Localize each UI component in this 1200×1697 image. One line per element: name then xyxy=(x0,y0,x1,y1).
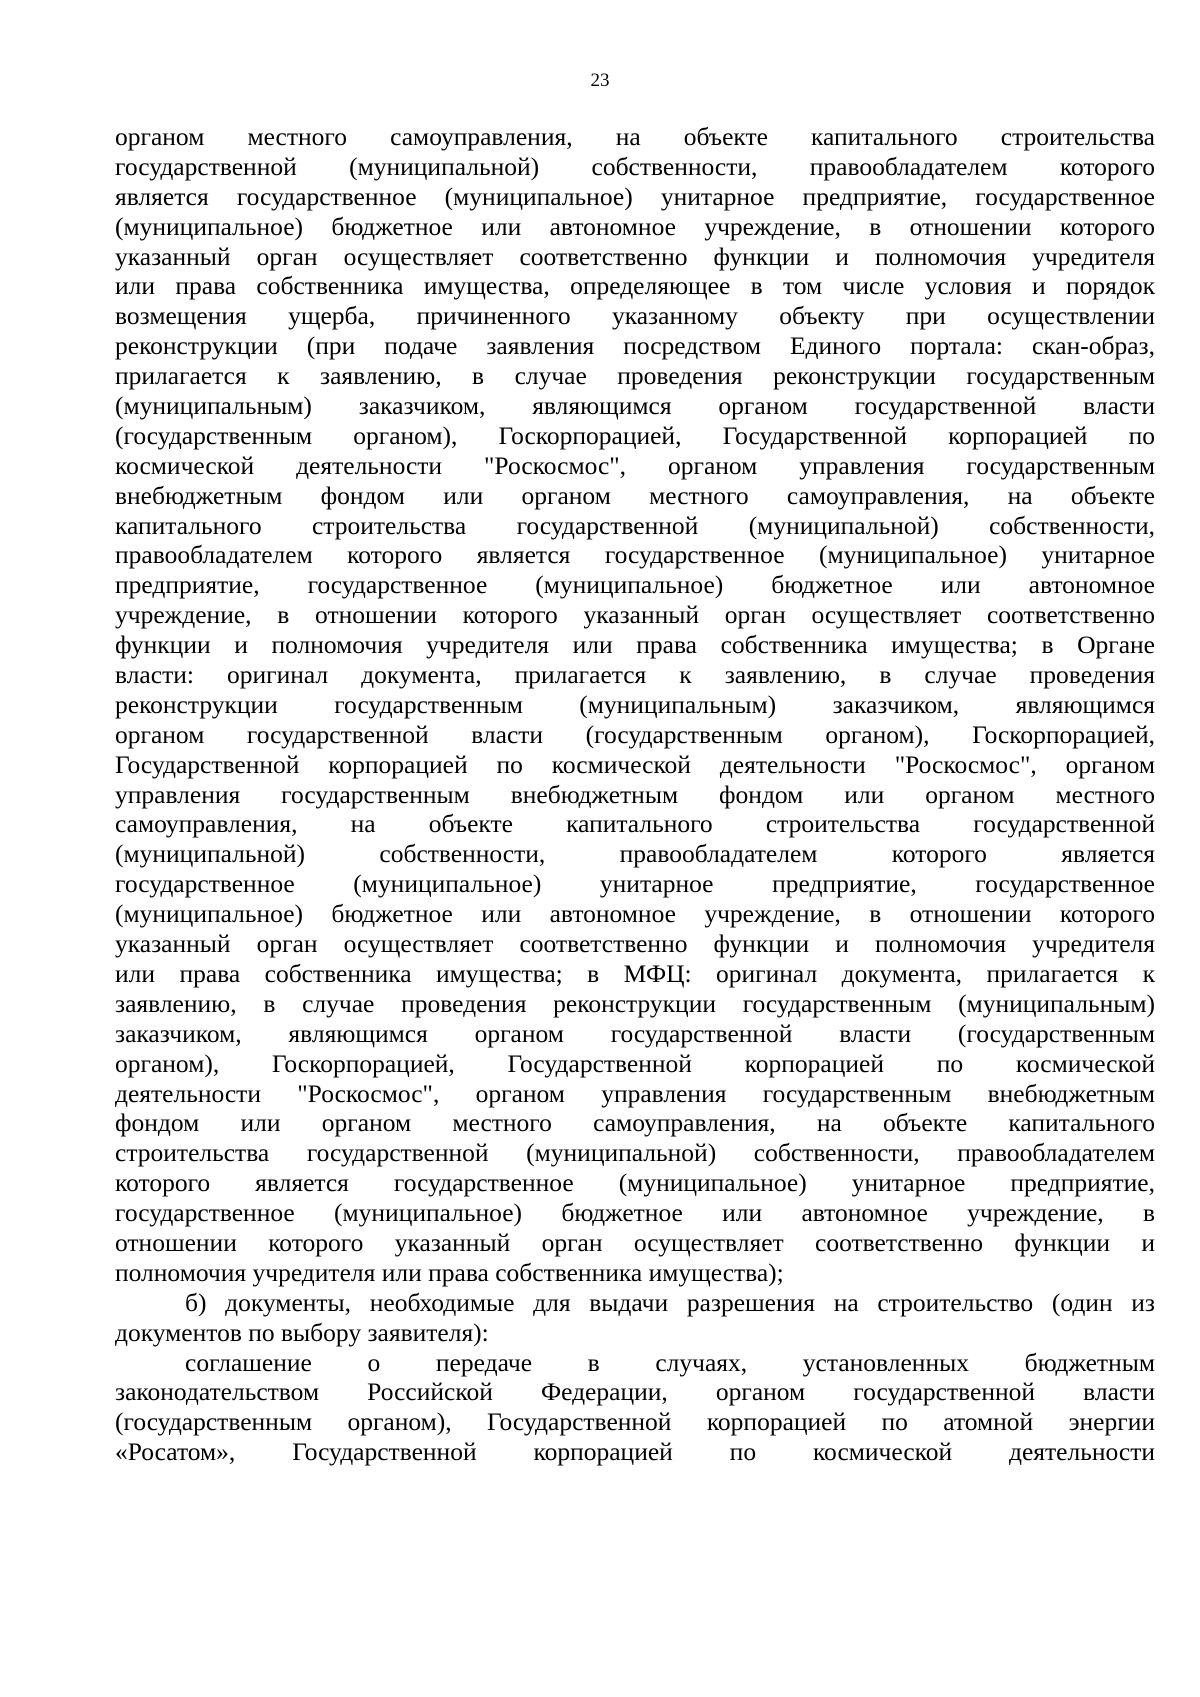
text-line: (государственным органом), Государственной корпорацией по атомной энергии xyxy=(115,1407,1155,1437)
text-line: Государственной корпорацией по космической деятельности "Роскосмос", органом xyxy=(115,749,1155,779)
text-line: б) документы, необходимые для выдачи разрешения на строительство (один из xyxy=(185,1287,1155,1317)
text-line: прилагается к заявлению, в случае проведения реконструкции государственным xyxy=(115,361,1155,391)
text-line: государственное (муниципальное) унитарное предприятие, государственное xyxy=(115,869,1155,899)
text-line: строительства государственной (муниципальной) собственности, правообладателем xyxy=(115,1138,1155,1168)
text-line: (муниципальное) бюджетное или автономное учреждение, в отношении которого xyxy=(115,899,1155,929)
text-line: космической деятельности "Роскосмос", органом управления государственным xyxy=(115,450,1155,480)
text-line: учреждение, в отношении которого указанный орган осуществляет соответственно xyxy=(115,600,1155,630)
text-line: «Росатом», Государственной корпорацией по космической деятельности xyxy=(115,1437,1155,1467)
text-line: правообладателем которого является государственное (муниципальное) унитарное xyxy=(115,540,1155,570)
text-line: внебюджетным фондом или органом местного самоуправления, на объекте xyxy=(115,480,1155,510)
text-line: государственное (муниципальное) бюджетное или автономное учреждение, в xyxy=(115,1198,1155,1228)
text-line: (муниципальной) собственности, правообладателем которого является xyxy=(115,839,1155,869)
text-line: (муниципальным) заказчиком, являющимся органом государственной власти xyxy=(115,391,1155,421)
text-line: самоуправления, на объекте капитального строительства государственной xyxy=(115,809,1155,839)
text-line: фондом или органом местного самоуправления, на объекте капитального xyxy=(115,1108,1155,1138)
text-line: органом), Госкорпорацией, Государственной корпорацией по космической xyxy=(115,1048,1155,1078)
text-line: указанный орган осуществляет соответственно функции и полномочия учредителя xyxy=(115,241,1155,271)
text-line: документов по выбору заявителя): xyxy=(115,1317,489,1347)
text-line: соглашение о передаче в случаях, установленных бюджетным xyxy=(185,1347,1155,1377)
text-line: (муниципальное) бюджетное или автономное учреждение, в отношении которого xyxy=(115,211,1155,241)
text-line: законодательством Российской Федерации, органом государственной власти xyxy=(115,1377,1155,1407)
text-line: деятельности "Роскосмос", органом управления государственным внебюджетным xyxy=(115,1078,1155,1108)
text-line: отношении которого указанный орган осуществляет соответственно функции и xyxy=(115,1227,1155,1257)
text-line: власти: оригинал документа, прилагается к заявлению, в случае проведения xyxy=(115,660,1155,690)
text-line: указанный орган осуществляет соответственно функции и полномочия учредителя xyxy=(115,929,1155,959)
text-line: реконструкции (при подаче заявления посредством Единого портала: скан-образ, xyxy=(115,331,1155,361)
page-number: 23 xyxy=(590,70,610,91)
text-line: управления государственным внебюджетным фондом или органом местного xyxy=(115,779,1155,809)
paragraph xyxy=(115,122,1155,1288)
text-line: заявлению, в случае проведения реконструкции государственным (муниципальным) xyxy=(115,988,1155,1018)
text-line: органом местного самоуправления, на объекте капитального строительства xyxy=(115,122,1155,151)
text-line: или права собственника имущества, определяющее в том числе условия и порядок xyxy=(115,271,1155,301)
text-line: реконструкции государственным (муниципальным) заказчиком, являющимся xyxy=(115,689,1155,719)
text-line: функции и полномочия учредителя или права собственника имущества; в Органе xyxy=(115,630,1155,660)
text-line: капитального строительства государственной (муниципальной) собственности, xyxy=(115,510,1155,540)
text-line: которого является государственное (муниципальное) унитарное предприятие, xyxy=(115,1168,1155,1198)
body-text xyxy=(115,122,1155,1467)
text-line: полномочия учредителя или права собственника имущества); xyxy=(115,1257,784,1287)
text-line: или права собственника имущества; в МФЦ: оригинал документа, прилагается к xyxy=(115,958,1155,988)
text-line: (государственным органом), Госкорпорацией, Государственной корпорацией по xyxy=(115,420,1155,450)
paragraph xyxy=(115,1348,1155,1468)
paragraph xyxy=(115,1288,1155,1348)
text-line: является государственное (муниципальное) унитарное предприятие, государственное xyxy=(115,181,1155,211)
text-line: возмещения ущерба, причиненного указанному объекту при осуществлении xyxy=(115,301,1155,331)
text-line: государственной (муниципальной) собственности, правообладателем которого xyxy=(115,151,1155,181)
text-line: заказчиком, являющимся органом государственной власти (государственным xyxy=(115,1018,1155,1048)
text-line: предприятие, государственное (муниципальное) бюджетное или автономное xyxy=(115,570,1155,600)
text-line: органом государственной власти (государственным органом), Госкорпорацией, xyxy=(115,719,1155,749)
